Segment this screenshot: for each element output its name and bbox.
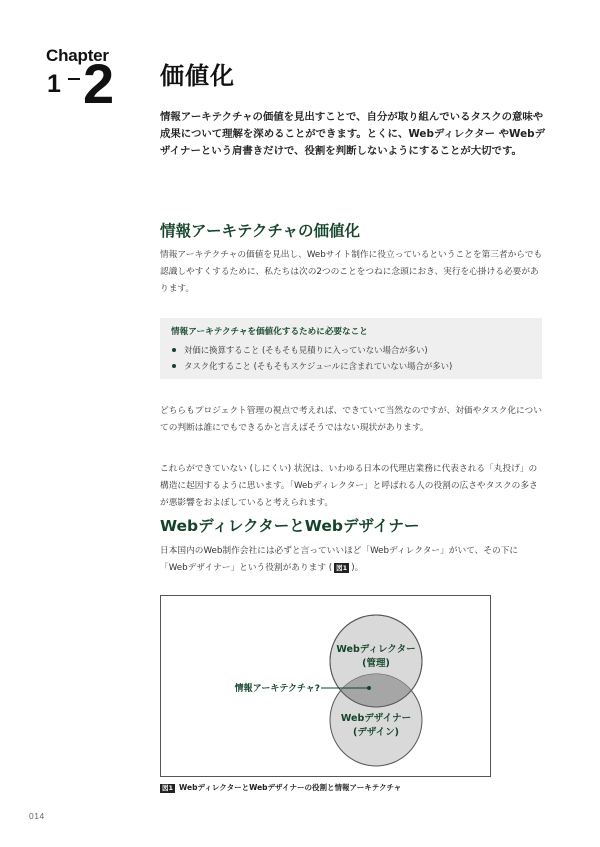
chapter-label: Chapter [46, 46, 109, 65]
note-item-text: 対価に換算すること (そもそも見積りに入っていない場合が多い) [184, 345, 428, 355]
note-box-title: 情報アーキテクチャを価値化するために必要なこと [171, 327, 368, 337]
figure-reference-badge[interactable]: 図1 [336, 563, 348, 572]
page-title: 価値化 [160, 62, 235, 90]
circle-director-label: Webディレクター [336, 644, 416, 655]
page-number: 014 [29, 811, 45, 821]
figure-caption [160, 782, 401, 793]
note-box [160, 318, 542, 379]
section2-paragraph-1 [160, 543, 545, 577]
section-heading-roles: WebディレクターとWebデザイナー [160, 517, 420, 535]
bullet-icon [172, 348, 176, 352]
section1-paragraph-3: これらができていない (しにくい) 状況は、いわゆる日本の代理店業務に代表される「丸投げ」の構造に起因するように思います。「Webディレクター」と呼ばれる人の役割の広さやタスクの多さが悪影響をおよぼしていると考えられます。 [160, 464, 538, 508]
note-item [171, 358, 531, 374]
section2-text-after: )。 [351, 563, 364, 573]
chapter-dash [68, 78, 80, 80]
overlap-label: 情報アーキテクチャ? [234, 684, 320, 694]
chapter-number-minor: 2 [83, 52, 115, 115]
caption-text: WebディレクターとWebデザイナーの役割と情報アーキテクチャ [179, 783, 402, 792]
circle-designer-label: Webデザイナー [340, 713, 412, 724]
section-heading-value: 情報アーキテクチャの価値化 [160, 222, 360, 240]
caption-badge: 図1 [162, 784, 174, 792]
section2-text-before: 日本国内のWeb制作会社には必ずと言っていいほど「Webディレクター」がいて、その下に「Webデザイナー」という役割があります ( [160, 546, 519, 573]
note-item [171, 342, 531, 358]
bullet-icon [172, 364, 176, 368]
venn-diagram [160, 595, 491, 777]
overlap-pointer-dot [367, 686, 371, 690]
lead-paragraph: 情報アーキテクチャの価値を見出すことで、自分が取り組んでいるタスクの意味や成果について理解を深めることができます。とくに、Webディレクター やWebデザイナーという肩書きだけで、役割を判断しないようにすることが大切です。 [160, 111, 545, 157]
section1-paragraph-2: どちらもプロジェクト管理の視点で考えれば、できていて当然なのですが、対価やタスク化についての判断は誰にでもできるかと言えばそうではない現状があります。 [160, 406, 542, 433]
circle-designer-sublabel: (デザイン) [352, 727, 400, 738]
circle-director-sublabel: (管理) [362, 658, 390, 669]
note-item-text: タスク化すること (そもそもスケジュールに含まれていない場合が多い) [184, 361, 453, 371]
section1-paragraph-1: 情報アーキテクチャの価値を見出し、Webサイト制作に役立っているということを第三者からでも認識しやすくするために、私たちは次の2つのことをつねに念頭におき、実行を心掛ける必要があります。 [160, 250, 543, 294]
chapter-number-major: 1 [47, 70, 61, 98]
